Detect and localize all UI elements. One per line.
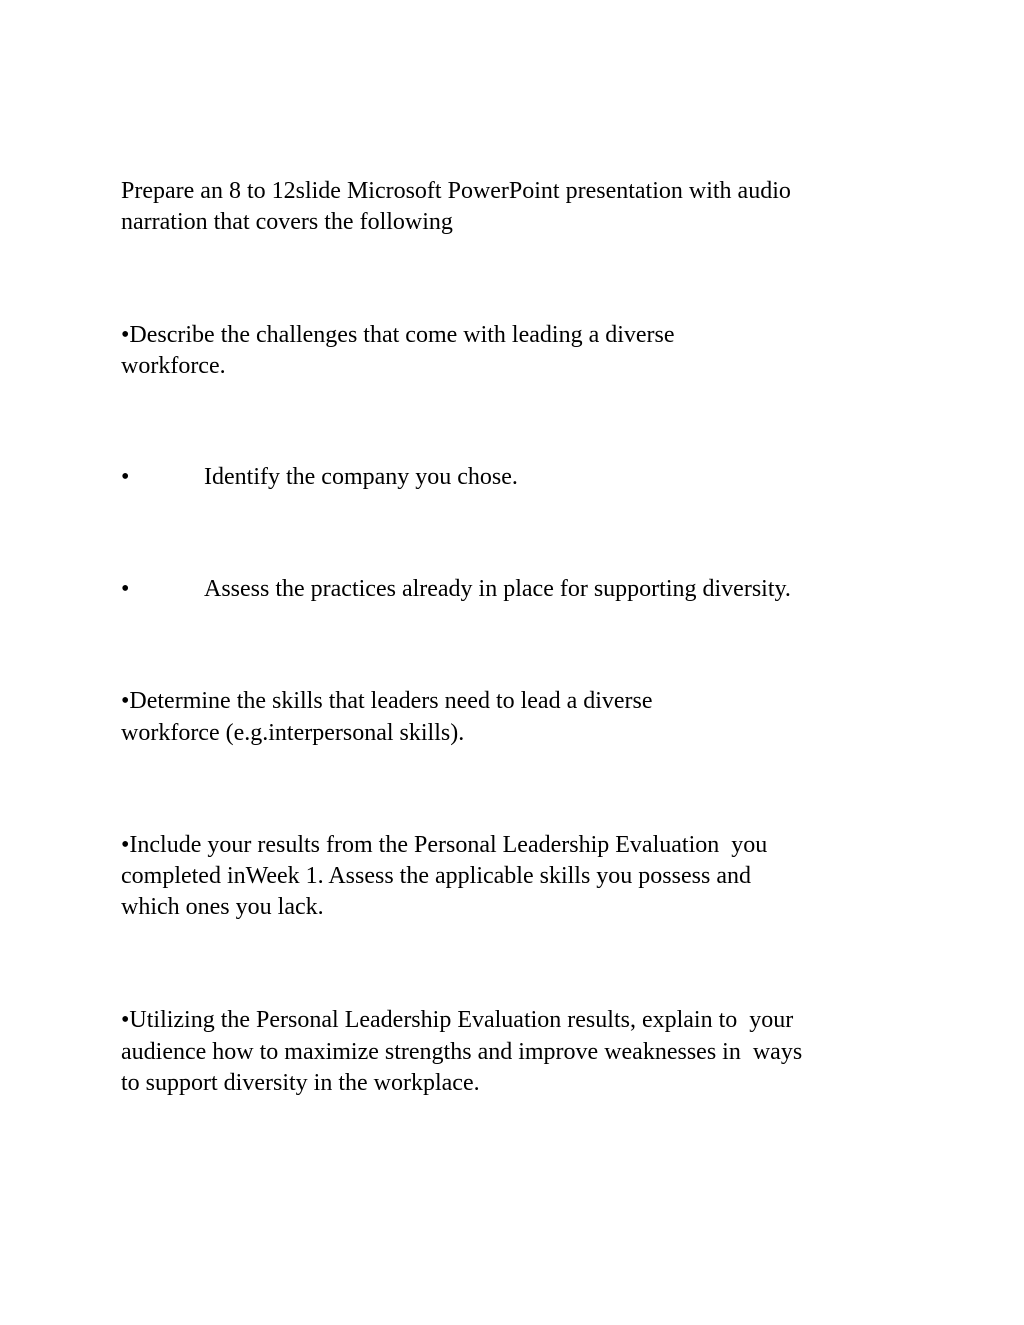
- item-utilizing-line-3: to support diversity in the workplace.: [121, 1070, 480, 1096]
- item-determine-line-2: workforce (e.g.interpersonal skills).: [121, 720, 465, 746]
- intro-line-2: narration that covers the following: [121, 209, 453, 235]
- item-determine-line-1: •Determine the skills that leaders need to lead a diverse: [121, 688, 653, 714]
- item-utilizing-line-2: audience how to maximize strengths and improve weaknesses in ways: [121, 1039, 803, 1065]
- item-identify-text: Identify the company you chose.: [204, 464, 518, 490]
- item-include-line-2: completed inWeek 1. Assess the applicable skills you possess and: [121, 863, 751, 889]
- item-describe-line-1: •Describe the challenges that come with leading a diverse: [121, 322, 675, 348]
- bullet-assess: •: [121, 576, 130, 602]
- item-include-line-1: •Include your results from the Personal Leadership Evaluation you: [121, 832, 768, 858]
- item-assess-text: Assess the practices already in place for supporting diversity.: [204, 576, 791, 602]
- item-utilizing-line-1: •Utilizing the Personal Leadership Evaluation results, explain to your: [121, 1007, 794, 1033]
- intro-line-1: Prepare an 8 to 12slide Microsoft PowerPoint presentation with audio: [121, 178, 791, 204]
- item-describe-line-2: workforce.: [121, 353, 226, 379]
- item-include-line-3: which ones you lack.: [121, 894, 324, 920]
- bullet-identify: •: [121, 464, 130, 490]
